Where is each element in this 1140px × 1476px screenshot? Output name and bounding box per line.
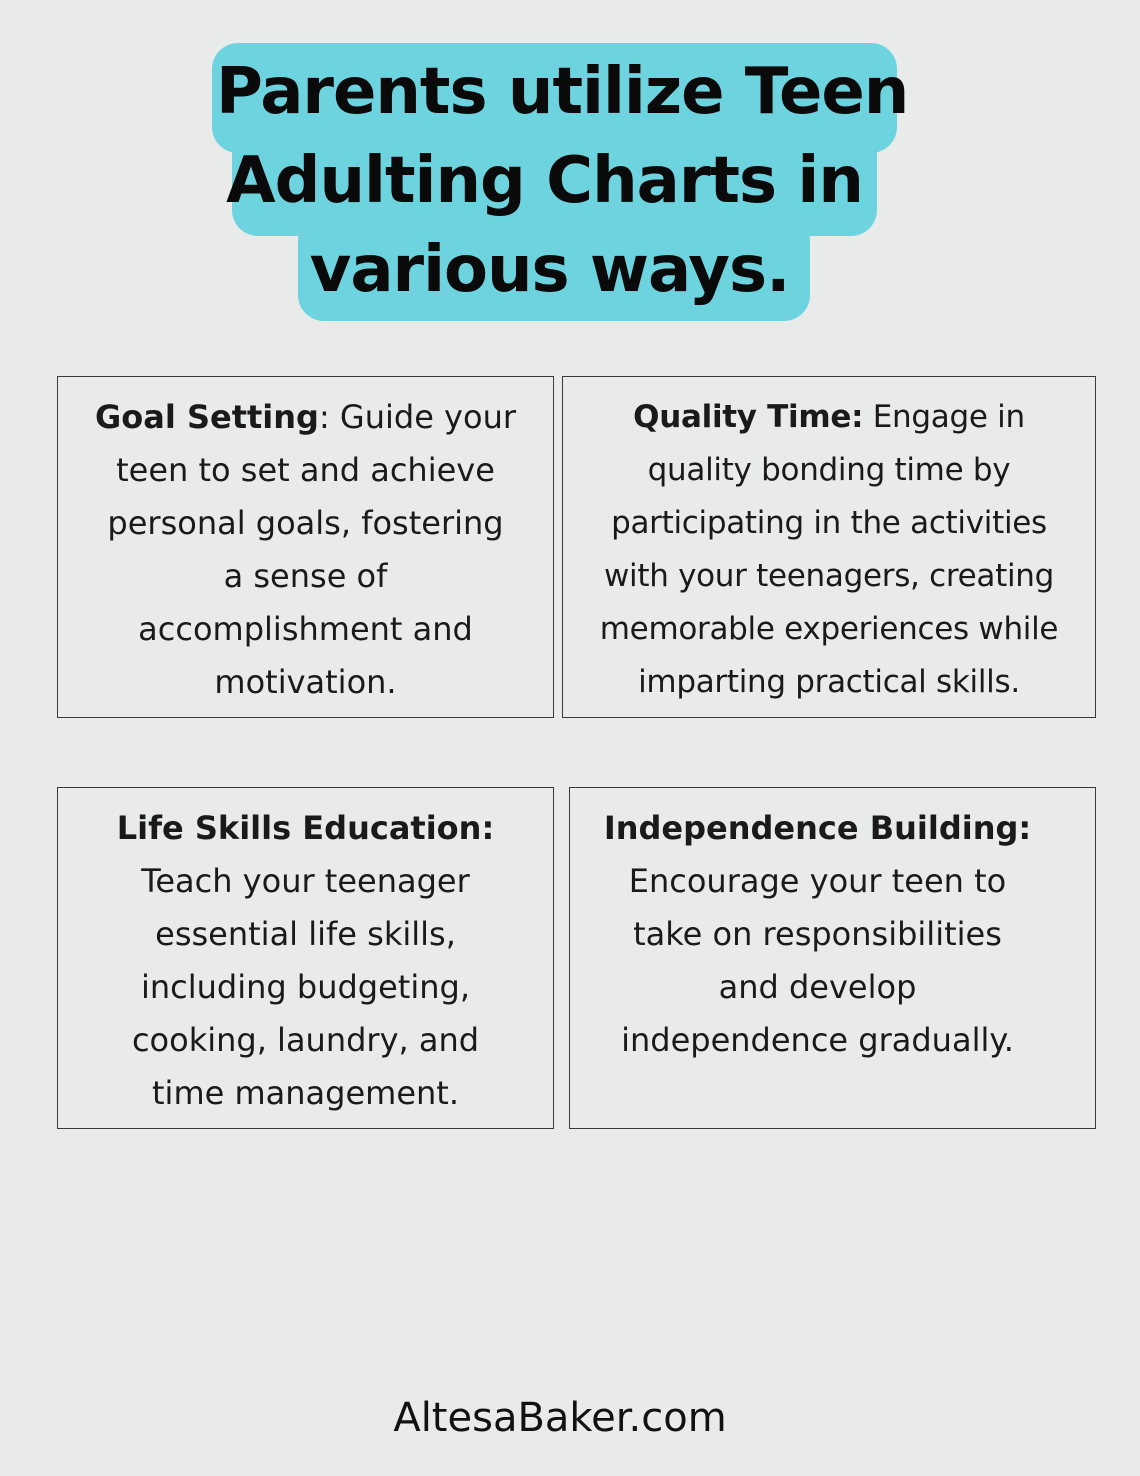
card-independence-building: [569, 787, 1096, 1129]
card-first-line: [563, 391, 1095, 444]
page-title: [212, 48, 909, 315]
card-text-line: participating in the activities: [611, 505, 1047, 541]
card-heading-suffix: : Guide your: [318, 398, 516, 436]
card-text-line: with your teenagers, creating: [603, 558, 1055, 594]
card-text-line: accomplishment and: [138, 610, 473, 648]
card-content: [570, 802, 1095, 1067]
card-quality-time: [562, 376, 1096, 718]
card-heading-suffix: Engage in: [863, 399, 1025, 435]
card-heading: Goal Setting: [95, 398, 319, 436]
title-line: various ways.: [309, 233, 790, 307]
card-goal-setting: [57, 376, 554, 718]
card-text-line: motivation.: [214, 663, 397, 701]
card-text-line: cooking, laundry, and: [131, 1021, 480, 1059]
card-text-line: quality bonding time by: [647, 452, 1011, 488]
card-text-line: independence gradually.: [621, 1021, 1014, 1059]
title-line: Parents utilize Teen: [216, 55, 909, 129]
card-text-line: Encourage your teen to: [628, 862, 1007, 900]
card-heading: Quality Time:: [633, 399, 864, 435]
card-text-line: time management.: [152, 1074, 459, 1112]
card-text-line: including budgeting,: [140, 968, 470, 1006]
card-heading: Life Skills Education:: [116, 809, 495, 847]
card-heading: Independence Building:: [603, 809, 1032, 847]
card-text-line: memorable experiences while: [599, 611, 1059, 647]
card-text-line: teen to set and achieve: [116, 451, 495, 489]
card-text-line: and develop: [718, 968, 917, 1006]
card-text-line: imparting practical skills.: [638, 664, 1020, 700]
card-first-line: [58, 391, 553, 444]
card-text-line: a sense of: [223, 557, 388, 595]
card-text-line: personal goals, fostering: [107, 504, 504, 542]
card-text-line: essential life skills,: [155, 915, 456, 953]
footer-site-name: AltesaBaker.com: [393, 1395, 727, 1441]
card-text-line: Teach your teenager: [141, 862, 470, 900]
card-text-line: take on responsibilities: [633, 915, 1002, 953]
card-life-skills-education: [57, 787, 554, 1129]
title-line: Adulting Charts in: [226, 144, 863, 218]
